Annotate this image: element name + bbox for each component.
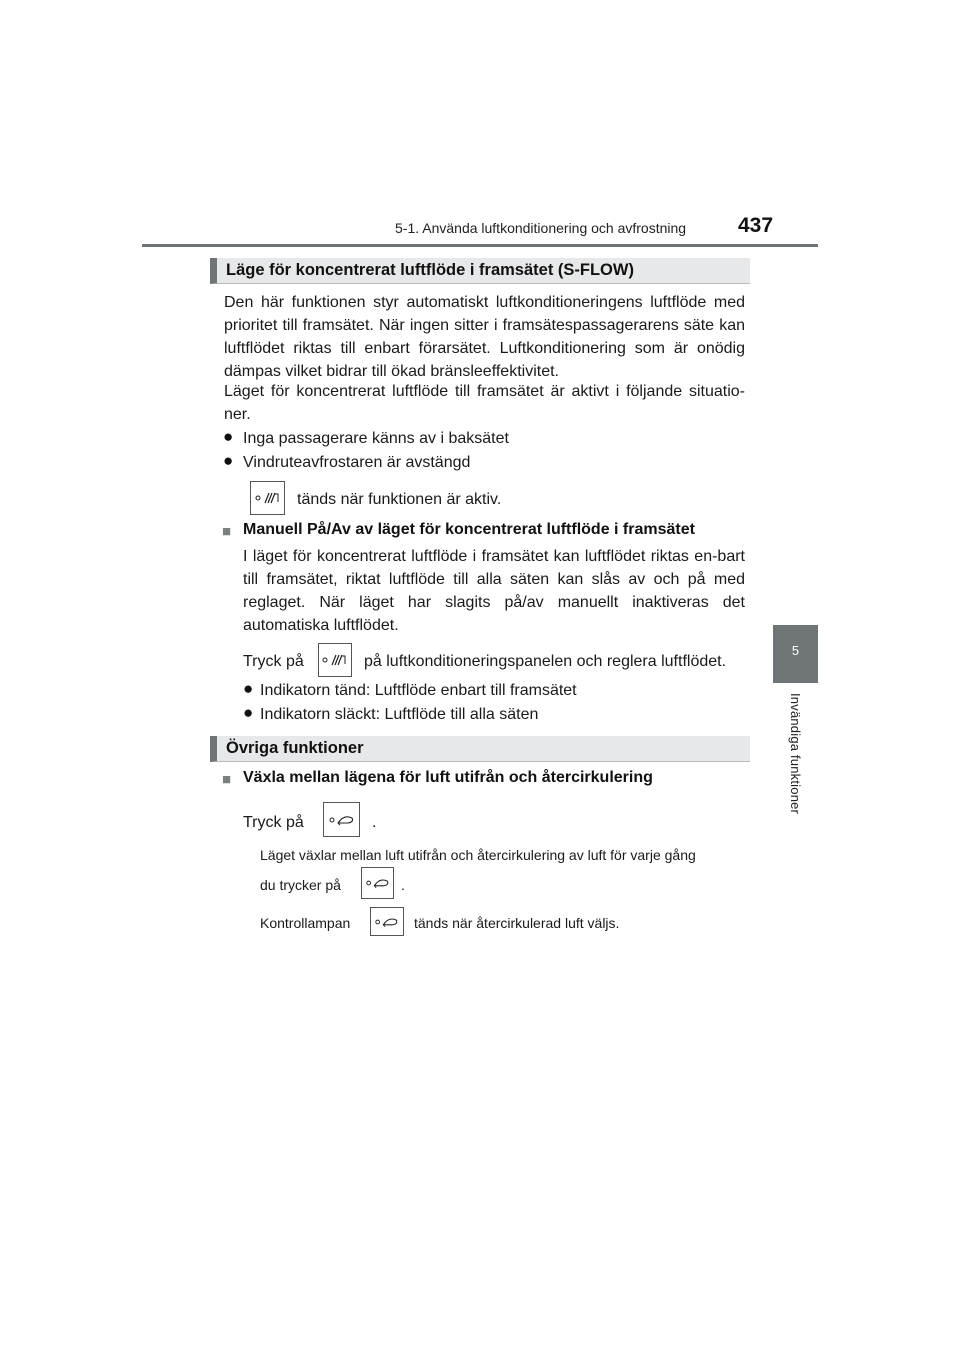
recirculation-note: Läget växlar mellan luft utifrån och återcirkulering av luft för varje gång [260,847,696,863]
indicator-state-item: Indikatorn tänd: Luftflöde enbart till framsätet [260,682,577,699]
recirculation-note-press: du trycker på [260,877,341,893]
section-header-title: Läge för koncentrerat luftflöde i framsätet (S-FLOW) [226,261,634,279]
bullet-icon: ● [223,427,234,446]
chapter-label: Invändiga funktioner [788,693,803,815]
bullet-icon: ● [243,703,254,722]
chapter-number: 5 [791,643,800,658]
sflow-description: Den här funktionen styr automatiskt luftkonditioneringens luftflöde med prioritet till framsätet. När ingen sitter i framsätespassagerarens säte kan luftflödet riktas till enbart förarsätet. Luftkonditionering som är onödig dämpas vilket bidrar till ökad bränsleeffektivitet. [224,294,745,380]
indicator-lamp-label: Kontrollampan [260,915,351,931]
bullet-icon: ● [223,451,234,470]
recirculation-icon [370,907,404,936]
s-flow-icon [318,643,352,677]
header-rule [142,244,818,247]
press-instruction-end: . [372,814,377,831]
chapter-tab [773,625,818,683]
press-instruction: Tryck på [243,653,304,670]
page-number: 437 [738,214,774,237]
square-bullet-icon: ■ [222,523,232,540]
press-instruction: Tryck på [243,814,304,831]
manual-description: I läget för koncentrerat luftflöde i framsätet kan luftflödet riktas en-bart till framsätet, riktat luftflöde till alla säten kan slås av och på med reglaget. När läget har slagits på/av manuellt inaktiveras det automatiska luftflödet. [243,548,745,634]
recirculation-icon [361,867,394,899]
recirculation-icon [323,802,360,837]
condition-item: Inga passagerare känns av i baksätet [243,430,509,447]
s-flow-icon [250,481,285,515]
condition-item: Vindruteavfrostaren är avstängd [243,454,471,471]
indicator-lamp-description: tänds när återcirkulerad luft väljs. [414,915,620,931]
square-bullet-icon: ■ [222,771,232,788]
section-title: 5-1. Använda luftkonditionering och avfrostning [395,220,687,236]
section-header-sflow [210,258,750,284]
indicator-state-item: Indikatorn släckt: Luftflöde till alla säten [260,706,539,723]
subsection-title: Manuell På/Av av läget för koncentrerat luftflöde i framsätet [243,521,695,538]
recirculation-note-end: . [401,877,405,893]
indicator-description: tänds när funktionen är aktiv. [297,491,502,508]
subsection-title: Växla mellan lägena för luft utifrån och återcirkulering [243,769,653,786]
section-header-other [210,736,750,762]
sflow-conditions-intro: Läget för koncentrerat luftflöde till framsätet är aktivt i följande situatio-ner. [224,383,745,423]
bullet-icon: ● [243,679,254,698]
section-header-title: Övriga funktioner [226,739,364,757]
press-instruction-rest: på luftkonditioneringspanelen och reglera luftflödet. [364,653,727,670]
